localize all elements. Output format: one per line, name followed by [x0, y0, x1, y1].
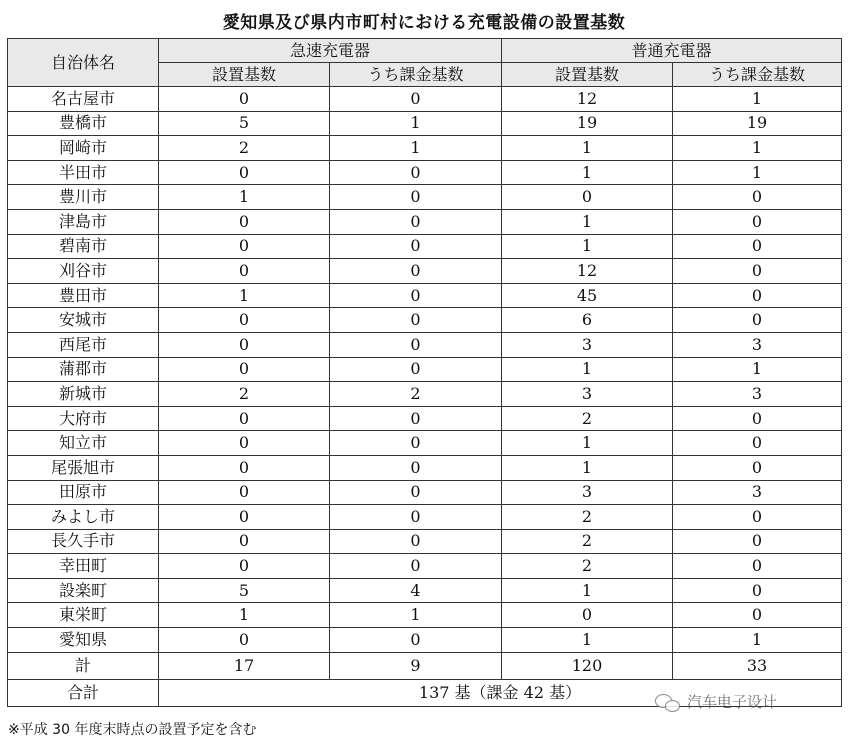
quick-installed-cell: 0 — [159, 259, 330, 284]
normal-charged-cell: 0 — [673, 209, 842, 234]
normal-charged-cell: 1 — [673, 87, 842, 112]
normal-charged-cell: 0 — [673, 308, 842, 333]
municipality-cell: 岡崎市 — [8, 136, 159, 161]
header-municipality: 自治体名 — [8, 39, 159, 87]
table-row — [8, 628, 842, 653]
quick-installed-cell: 0 — [159, 357, 330, 382]
normal-charged-cell: 1 — [673, 628, 842, 653]
subtotal-normal-installed: 120 — [502, 652, 673, 679]
municipality-cell: 刈谷市 — [8, 259, 159, 284]
normal-charged-cell: 0 — [673, 455, 842, 480]
table-row — [8, 111, 842, 136]
quick-charged-cell: 0 — [330, 431, 502, 456]
municipality-cell: 尾張旭市 — [8, 455, 159, 480]
quick-installed-cell: 0 — [159, 628, 330, 653]
quick-charged-cell: 0 — [330, 308, 502, 333]
quick-charged-cell: 0 — [330, 283, 502, 308]
subtotal-quick-installed: 17 — [159, 652, 330, 679]
municipality-cell: 田原市 — [8, 480, 159, 505]
subtotal-quick-charged: 9 — [330, 652, 502, 679]
table-row — [8, 234, 842, 259]
municipality-cell: 大府市 — [8, 406, 159, 431]
quick-charged-cell: 0 — [330, 160, 502, 185]
normal-installed-cell: 12 — [502, 259, 673, 284]
normal-charged-cell: 1 — [673, 160, 842, 185]
normal-installed-cell: 19 — [502, 111, 673, 136]
municipality-cell: 新城市 — [8, 382, 159, 407]
municipality-cell: 西尾市 — [8, 332, 159, 357]
normal-charged-cell: 0 — [673, 578, 842, 603]
normal-installed-cell: 1 — [502, 455, 673, 480]
quick-installed-cell: 0 — [159, 160, 330, 185]
normal-charged-cell: 0 — [673, 283, 842, 308]
table-row — [8, 529, 842, 554]
quick-charged-cell: 0 — [330, 332, 502, 357]
header-normal-charged: うち課金基数 — [673, 63, 842, 87]
watermark-text: 汽车电子设计 — [687, 693, 778, 711]
normal-charged-cell: 0 — [673, 603, 842, 628]
quick-charged-cell: 0 — [330, 406, 502, 431]
normal-installed-cell: 2 — [502, 529, 673, 554]
charger-table — [7, 38, 842, 707]
quick-charged-cell: 0 — [330, 628, 502, 653]
quick-installed-cell: 0 — [159, 406, 330, 431]
municipality-cell: 津島市 — [8, 209, 159, 234]
quick-installed-cell: 1 — [159, 283, 330, 308]
table-row — [8, 259, 842, 284]
table-row — [8, 160, 842, 185]
normal-installed-cell: 12 — [502, 87, 673, 112]
subtotal-row — [8, 652, 842, 679]
municipality-cell: 蒲郡市 — [8, 357, 159, 382]
quick-installed-cell: 1 — [159, 185, 330, 210]
quick-charged-cell: 1 — [330, 136, 502, 161]
quick-installed-cell: 0 — [159, 505, 330, 530]
quick-charged-cell: 0 — [330, 209, 502, 234]
normal-installed-cell: 2 — [502, 406, 673, 431]
quick-installed-cell: 5 — [159, 111, 330, 136]
wechat-icon — [655, 692, 681, 712]
normal-installed-cell: 1 — [502, 431, 673, 456]
municipality-cell: 長久手市 — [8, 529, 159, 554]
quick-charged-cell: 0 — [330, 185, 502, 210]
quick-installed-cell: 0 — [159, 308, 330, 333]
watermark — [655, 691, 777, 712]
municipality-cell: 半田市 — [8, 160, 159, 185]
municipality-cell: 名古屋市 — [8, 87, 159, 112]
table-row — [8, 87, 842, 112]
normal-installed-cell: 0 — [502, 185, 673, 210]
municipality-cell: 安城市 — [8, 308, 159, 333]
normal-installed-cell: 3 — [502, 382, 673, 407]
normal-charged-cell: 19 — [673, 111, 842, 136]
quick-installed-cell: 0 — [159, 455, 330, 480]
table-row — [8, 578, 842, 603]
quick-installed-cell: 0 — [159, 87, 330, 112]
subtotal-label: 計 — [8, 652, 159, 679]
normal-installed-cell: 6 — [502, 308, 673, 333]
municipality-cell: 設楽町 — [8, 578, 159, 603]
table-row — [8, 505, 842, 530]
table-row — [8, 308, 842, 333]
quick-charged-cell: 0 — [330, 357, 502, 382]
table-row — [8, 332, 842, 357]
table-title: 愛知県及び県内市町村における充電設備の設置基数 — [222, 13, 626, 33]
quick-charged-cell: 0 — [330, 554, 502, 579]
normal-installed-cell: 1 — [502, 209, 673, 234]
normal-installed-cell: 2 — [502, 505, 673, 530]
normal-charged-cell: 0 — [673, 259, 842, 284]
normal-charged-cell: 0 — [673, 554, 842, 579]
quick-installed-cell: 1 — [159, 603, 330, 628]
normal-installed-cell: 3 — [502, 480, 673, 505]
header-quick-installed: 設置基数 — [159, 63, 330, 87]
normal-charged-cell: 3 — [673, 480, 842, 505]
total-label: 合計 — [8, 679, 159, 706]
quick-installed-cell: 5 — [159, 578, 330, 603]
table-row — [8, 136, 842, 161]
table-row — [8, 283, 842, 308]
subtotal-normal-charged: 33 — [673, 652, 842, 679]
quick-installed-cell: 0 — [159, 554, 330, 579]
municipality-cell: 幸田町 — [8, 554, 159, 579]
normal-installed-cell: 1 — [502, 578, 673, 603]
normal-charged-cell: 0 — [673, 406, 842, 431]
quick-installed-cell: 0 — [159, 529, 330, 554]
quick-charged-cell: 0 — [330, 529, 502, 554]
municipality-cell: 豊田市 — [8, 283, 159, 308]
municipality-cell: 豊橋市 — [8, 111, 159, 136]
normal-charged-cell: 3 — [673, 382, 842, 407]
quick-charged-cell: 0 — [330, 259, 502, 284]
table-row — [8, 382, 842, 407]
municipality-cell: 碧南市 — [8, 234, 159, 259]
table-row — [8, 209, 842, 234]
normal-installed-cell: 1 — [502, 234, 673, 259]
header-normal-charger: 普通充電器 — [502, 39, 842, 63]
municipality-cell: 愛知県 — [8, 628, 159, 653]
quick-installed-cell: 2 — [159, 136, 330, 161]
table-row — [8, 554, 842, 579]
normal-installed-cell: 1 — [502, 160, 673, 185]
quick-charged-cell: 0 — [330, 480, 502, 505]
quick-installed-cell: 0 — [159, 431, 330, 456]
municipality-cell: 豊川市 — [8, 185, 159, 210]
normal-installed-cell: 0 — [502, 603, 673, 628]
total-value: 137 基（課金 42 基） — [159, 679, 842, 706]
normal-charged-cell: 3 — [673, 332, 842, 357]
quick-installed-cell: 2 — [159, 382, 330, 407]
table-row — [8, 431, 842, 456]
normal-charged-cell: 0 — [673, 505, 842, 530]
table-row — [8, 406, 842, 431]
footnote: ※平成 30 年度末時点の設置予定を含む — [8, 722, 257, 738]
header-normal-installed: 設置基数 — [502, 63, 673, 87]
quick-charged-cell: 0 — [330, 505, 502, 530]
normal-installed-cell: 1 — [502, 357, 673, 382]
normal-charged-cell: 0 — [673, 234, 842, 259]
municipality-cell: 東栄町 — [8, 603, 159, 628]
quick-charged-cell: 0 — [330, 455, 502, 480]
municipality-cell: みよし市 — [8, 505, 159, 530]
header-quick-charger: 急速充電器 — [159, 39, 502, 63]
table-row — [8, 357, 842, 382]
normal-charged-cell: 1 — [673, 136, 842, 161]
quick-installed-cell: 0 — [159, 480, 330, 505]
quick-charged-cell: 1 — [330, 111, 502, 136]
table-row — [8, 603, 842, 628]
table-row — [8, 185, 842, 210]
quick-charged-cell: 0 — [330, 87, 502, 112]
quick-installed-cell: 0 — [159, 332, 330, 357]
quick-installed-cell: 0 — [159, 209, 330, 234]
normal-charged-cell: 0 — [673, 185, 842, 210]
normal-charged-cell: 1 — [673, 357, 842, 382]
quick-charged-cell: 0 — [330, 234, 502, 259]
normal-installed-cell: 1 — [502, 136, 673, 161]
table-row — [8, 480, 842, 505]
normal-installed-cell: 1 — [502, 628, 673, 653]
municipality-cell: 知立市 — [8, 431, 159, 456]
normal-installed-cell: 2 — [502, 554, 673, 579]
quick-charged-cell: 4 — [330, 578, 502, 603]
table-row — [8, 455, 842, 480]
normal-installed-cell: 3 — [502, 332, 673, 357]
normal-charged-cell: 0 — [673, 529, 842, 554]
header-quick-charged: うち課金基数 — [330, 63, 502, 87]
normal-charged-cell: 0 — [673, 431, 842, 456]
normal-installed-cell: 45 — [502, 283, 673, 308]
quick-installed-cell: 0 — [159, 234, 330, 259]
quick-charged-cell: 2 — [330, 382, 502, 407]
quick-charged-cell: 1 — [330, 603, 502, 628]
